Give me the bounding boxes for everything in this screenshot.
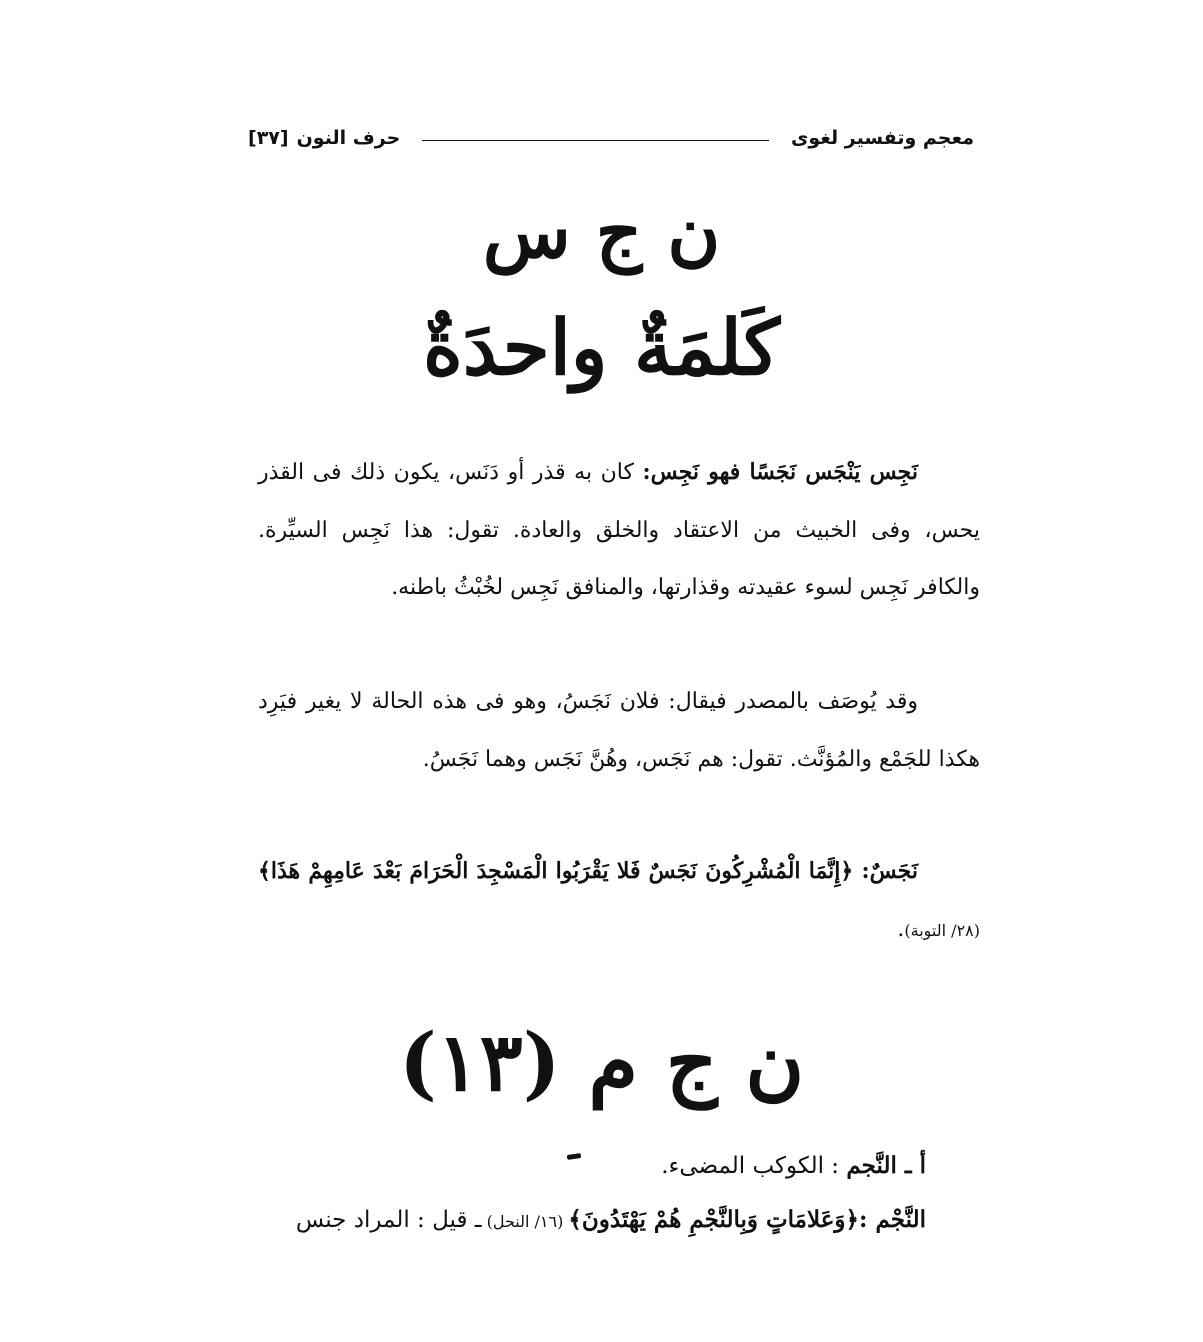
line-text: : الكوكب المضىء. [661, 1153, 847, 1179]
paragraph-usage [258, 673, 980, 788]
line-tail: ـ قيل : المراد جنس [295, 1207, 482, 1233]
root-heading-njs: ن ج س [482, 189, 721, 274]
running-header [248, 122, 974, 154]
line-lead: أ ـ النَّجم [846, 1152, 926, 1179]
page-number: [٣٧] [248, 127, 289, 149]
paragraph-lead: نَجِس يَنْجَس نَجَسًا فهو نَجِس: [642, 459, 918, 485]
paragraph-quote [258, 843, 980, 959]
definition-line [258, 1138, 980, 1194]
paragraph-tail: . [897, 916, 905, 942]
section-title: حرف النون [296, 127, 401, 149]
paragraph-lead: نَجَسٌ: [861, 858, 918, 884]
header-rule [422, 140, 769, 141]
quote-citation: (١٦/ النحل) [481, 1212, 569, 1231]
quote-line [258, 1192, 980, 1250]
book-title: معجم وتفسير لغوى [790, 127, 974, 149]
entry-subtitle: كَلمَةٌ واحدَةٌ [423, 303, 780, 392]
quran-quote: ﴿إِنَّمَا الْمُشْرِكُونَ نَجَسٌ فَلا يَقْرَبُوا الْمَسْجِدَ الْحَرَامَ بَعْدَ عَامِهِمْ هَذَا﴾ [258, 858, 862, 884]
paragraph-text: وقد يُوصَف بالمصدر فيقال: فلان نَجَسُ، وهو فى هذه الحالة لا يغير فيَرِد هكذا للجَمْع والمُؤنَّث. تقول: هم نَجَس، وهُنَّ نَجَس وهما نَجَسُ. [258, 689, 980, 772]
quote-citation: (٢٨/ التوبة) [904, 920, 980, 940]
line-lead: النَّجْم : [859, 1206, 926, 1233]
quran-quote: ﴿وَعَلامَاتٍ وَبِالنَّجْمِ هُمْ يَهْتَدُونَ﴾ [568, 1206, 859, 1233]
paragraph-definition [258, 444, 980, 617]
paragraph-text: كان به قذر أو دَنَس، يكون ذلك فى القذر يحس، وفى الخبيث من الاعتقاد والخلق والعادة. تقول: هذا نَجِس السيِّرة. والكافر نَجِس لسوء عقيدته وقذارتها، والمنافق نَجِس لخُبْثُ باطنه. [258, 460, 980, 600]
root-heading-njm: ن ج م (١٣) [398, 1015, 805, 1109]
